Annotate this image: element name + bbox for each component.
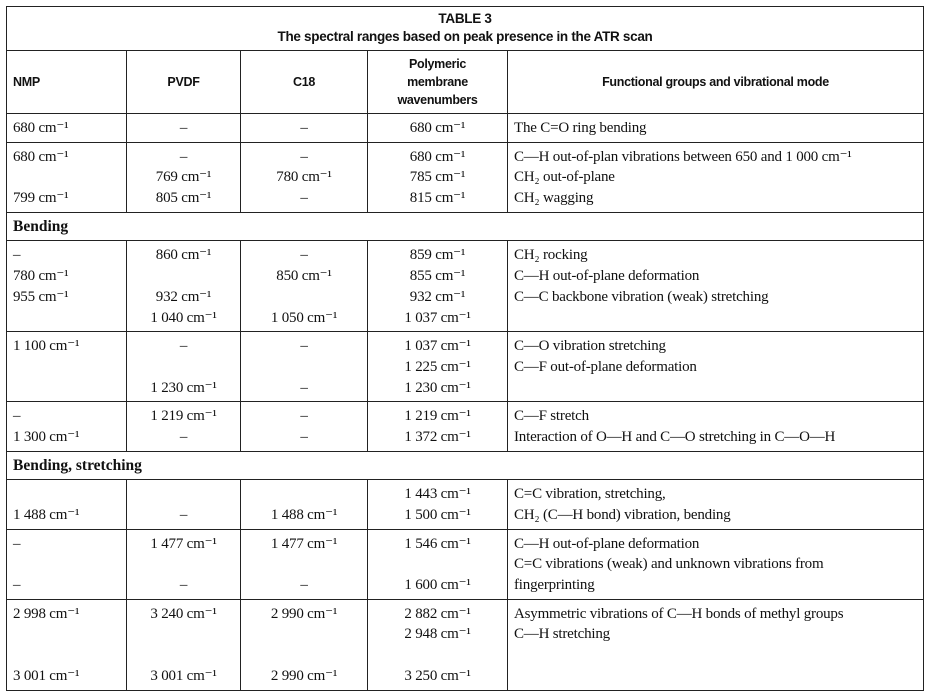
cell-line [13, 624, 120, 645]
cell-line: C=C vibration, stretching, [514, 486, 666, 503]
cell-line: CH₂ wagging [514, 190, 594, 207]
cell-line: 859 cm⁻¹ [409, 247, 466, 264]
cell-line: – [179, 120, 188, 136]
cell-line: Interaction of O—H and C—O stretching in C—O—H [514, 428, 836, 445]
cell-line: – [13, 577, 21, 594]
cell-line: 1 230 cm⁻¹ [150, 379, 217, 396]
nmp-cell [7, 241, 127, 331]
c18-cell [241, 480, 368, 528]
cell-line: 1 037 cm⁻¹ [404, 309, 471, 326]
functional-group-cell [508, 114, 923, 142]
functional-group-cell [508, 332, 923, 401]
cell-line: – [300, 379, 308, 396]
group-heading: Bending, stretching [7, 452, 923, 481]
table-row [7, 114, 923, 143]
cell-line: C=C vibrations (weak) and unknown vibrations from [514, 556, 824, 573]
membrane-cell [368, 332, 508, 401]
header-label: Functional groups and vibrational mode [602, 75, 829, 89]
c18-cell [241, 530, 368, 599]
cell-line [13, 378, 120, 399]
cell-line [247, 357, 361, 378]
nmp-cell [7, 600, 127, 690]
c18-cell [241, 241, 368, 331]
cell-line: fingerprinting [514, 577, 595, 594]
cell-line: 1 500 cm⁻¹ [404, 507, 471, 524]
membrane-cell [368, 480, 508, 528]
cell-line: 680 cm⁻¹ [409, 120, 466, 136]
cell-line: – [300, 120, 308, 136]
membrane-cell [368, 402, 508, 450]
pvdf-cell [127, 600, 241, 690]
pvdf-cell [127, 332, 241, 401]
cell-line: – [300, 338, 308, 355]
cell-line [13, 308, 120, 329]
header-label: NMP [13, 75, 40, 89]
header-polymeric-membrane [368, 51, 508, 113]
nmp-cell [7, 332, 127, 401]
header-label: PVDF [167, 75, 200, 89]
cell-line [13, 167, 120, 188]
membrane-cell [368, 143, 508, 212]
cell-line: 780 cm⁻¹ [276, 169, 332, 186]
cell-line [374, 554, 501, 575]
cell-line: 1 219 cm⁻¹ [150, 408, 217, 425]
functional-group-cell [508, 480, 923, 528]
header-c18 [241, 51, 368, 113]
pvdf-cell [127, 530, 241, 599]
pvdf-cell [127, 143, 241, 212]
cell-line: – [300, 408, 308, 425]
cell-line: – [300, 148, 308, 165]
nmp-cell [7, 530, 127, 599]
cell-line: – [13, 247, 21, 264]
cell-line: 1 546 cm⁻¹ [404, 535, 471, 552]
cell-line: 1 219 cm⁻¹ [404, 408, 471, 425]
cell-line [247, 484, 361, 505]
cell-line [13, 357, 120, 378]
nmp-cell [7, 114, 127, 142]
functional-group-cell [508, 600, 923, 690]
cell-line: 1 488 cm⁻¹ [13, 507, 80, 524]
cell-line: 3 250 cm⁻¹ [404, 667, 471, 684]
cell-line: 1 100 cm⁻¹ [13, 338, 80, 355]
cell-line: 3 240 cm⁻¹ [150, 605, 217, 622]
cell-line: 932 cm⁻¹ [155, 288, 212, 305]
cell-line: – [179, 428, 188, 445]
table-row [7, 480, 923, 529]
cell-line: Asymmetric vibrations of C—H bonds of methyl groups [514, 605, 844, 622]
header-label: wavenumbers [397, 93, 478, 107]
cell-line [514, 645, 917, 666]
c18-cell [241, 143, 368, 212]
cell-line: 2 948 cm⁻¹ [404, 626, 471, 643]
spectral-ranges-table [6, 6, 924, 691]
c18-cell [241, 402, 368, 450]
membrane-cell [368, 600, 508, 690]
cell-line: 1 372 cm⁻¹ [404, 428, 471, 445]
cell-line [133, 266, 234, 287]
cell-line: 780 cm⁻¹ [13, 268, 69, 285]
c18-cell [241, 332, 368, 401]
cell-line [514, 308, 917, 329]
cell-line: 1 477 cm⁻¹ [150, 535, 217, 552]
cell-line [13, 645, 120, 666]
cell-line: 1 600 cm⁻¹ [404, 577, 471, 594]
table-body [7, 114, 923, 690]
cell-line: 932 cm⁻¹ [409, 288, 466, 305]
cell-line [514, 378, 917, 399]
cell-line: 1 477 cm⁻¹ [270, 535, 338, 552]
table-row [7, 241, 923, 332]
table-row [7, 600, 923, 690]
pvdf-cell [127, 402, 241, 450]
header-nmp [7, 51, 127, 113]
header-label: C18 [292, 75, 316, 89]
table-caption: The spectral ranges based on peak presence in the ATR scan [277, 29, 653, 44]
cell-line [374, 645, 501, 666]
header-row [7, 51, 923, 114]
cell-line [13, 484, 120, 505]
table-row [7, 332, 923, 402]
pvdf-cell [127, 114, 241, 142]
cell-line: C—F stretch [514, 408, 589, 425]
nmp-cell [7, 143, 127, 212]
functional-group-cell [508, 530, 923, 599]
cell-line [247, 624, 361, 645]
cell-line [133, 357, 234, 378]
nmp-cell [7, 402, 127, 450]
cell-line: 1 225 cm⁻¹ [404, 358, 471, 375]
cell-line: 1 037 cm⁻¹ [404, 338, 471, 355]
cell-line [133, 645, 234, 666]
cell-line: 850 cm⁻¹ [276, 268, 332, 285]
functional-group-cell [508, 241, 923, 331]
cell-line: C—F out-of-plane deformation [514, 358, 697, 375]
cell-line: 2 998 cm⁻¹ [13, 605, 80, 622]
cell-line: 3 001 cm⁻¹ [150, 667, 217, 684]
cell-line [247, 287, 361, 308]
pvdf-cell [127, 241, 241, 331]
cell-line: – [13, 535, 21, 552]
cell-line: 855 cm⁻¹ [409, 268, 466, 285]
cell-line: C—H out-of-plane deformation [514, 535, 700, 552]
table-row [7, 530, 923, 600]
cell-line: C—H stretching [514, 626, 610, 643]
cell-line [247, 554, 361, 575]
pvdf-cell [127, 480, 241, 528]
cell-line: – [300, 190, 308, 207]
cell-line: 805 cm⁻¹ [155, 190, 212, 207]
cell-line [133, 554, 234, 575]
table-title [7, 7, 923, 51]
header-label: Polymeric [408, 57, 467, 71]
cell-line: 680 cm⁻¹ [13, 148, 69, 165]
cell-line: 1 230 cm⁻¹ [404, 379, 471, 396]
cell-line: – [179, 148, 188, 165]
cell-line: CH₂ rocking [514, 247, 588, 264]
membrane-cell [368, 530, 508, 599]
cell-line: 2 990 cm⁻¹ [270, 605, 338, 622]
cell-line: 799 cm⁻¹ [13, 190, 69, 207]
cell-line: 1 040 cm⁻¹ [150, 309, 217, 326]
group-heading: Bending [7, 213, 923, 242]
c18-cell [241, 600, 368, 690]
cell-line: C—H out-of-plan vibrations between 650 and 1 000 cm⁻¹ [514, 148, 852, 165]
table-label: TABLE 3 [438, 11, 492, 26]
cell-line: 955 cm⁻¹ [13, 288, 69, 305]
nmp-cell [7, 480, 127, 528]
c18-cell [241, 114, 368, 142]
cell-line: – [179, 507, 188, 524]
cell-line: 1 443 cm⁻¹ [404, 486, 471, 503]
cell-line: – [179, 338, 188, 355]
cell-line: – [300, 428, 308, 445]
cell-line [514, 666, 917, 687]
cell-line: The C=O ring bending [514, 120, 647, 136]
header-functional-groups [508, 51, 923, 113]
cell-line [247, 645, 361, 666]
cell-line: 2 882 cm⁻¹ [404, 605, 471, 622]
cell-line: 1 300 cm⁻¹ [13, 428, 80, 445]
cell-line: 785 cm⁻¹ [409, 169, 466, 186]
cell-line [133, 624, 234, 645]
cell-line: 2 990 cm⁻¹ [270, 667, 338, 684]
cell-line: – [300, 247, 308, 264]
functional-group-cell [508, 143, 923, 212]
functional-group-cell [508, 402, 923, 450]
cell-line: CH₂ out-of-plane [514, 169, 615, 186]
header-pvdf [127, 51, 241, 113]
cell-line: 860 cm⁻¹ [155, 247, 212, 264]
membrane-cell [368, 114, 508, 142]
cell-line: C—H out-of-plane deformation [514, 268, 700, 285]
cell-line: 1 050 cm⁻¹ [270, 309, 338, 326]
membrane-cell [368, 241, 508, 331]
cell-line: 680 cm⁻¹ [13, 120, 69, 136]
cell-line: 1 488 cm⁻¹ [270, 507, 338, 524]
cell-line: – [300, 577, 308, 594]
cell-line: 815 cm⁻¹ [409, 190, 466, 207]
table-row [7, 402, 923, 451]
cell-line: 680 cm⁻¹ [409, 148, 466, 165]
cell-line: – [13, 408, 21, 425]
table-row [7, 143, 923, 213]
cell-line: – [179, 577, 188, 594]
cell-line [133, 484, 234, 505]
cell-line: 769 cm⁻¹ [155, 169, 212, 186]
cell-line: CH₂ (C—H bond) vibration, bending [514, 507, 731, 524]
cell-line: C—C backbone vibration (weak) stretching [514, 288, 769, 305]
cell-line [13, 554, 120, 575]
cell-line: C—O vibration stretching [514, 338, 666, 355]
cell-line: 3 001 cm⁻¹ [13, 667, 80, 684]
header-label: membrane [407, 75, 468, 89]
